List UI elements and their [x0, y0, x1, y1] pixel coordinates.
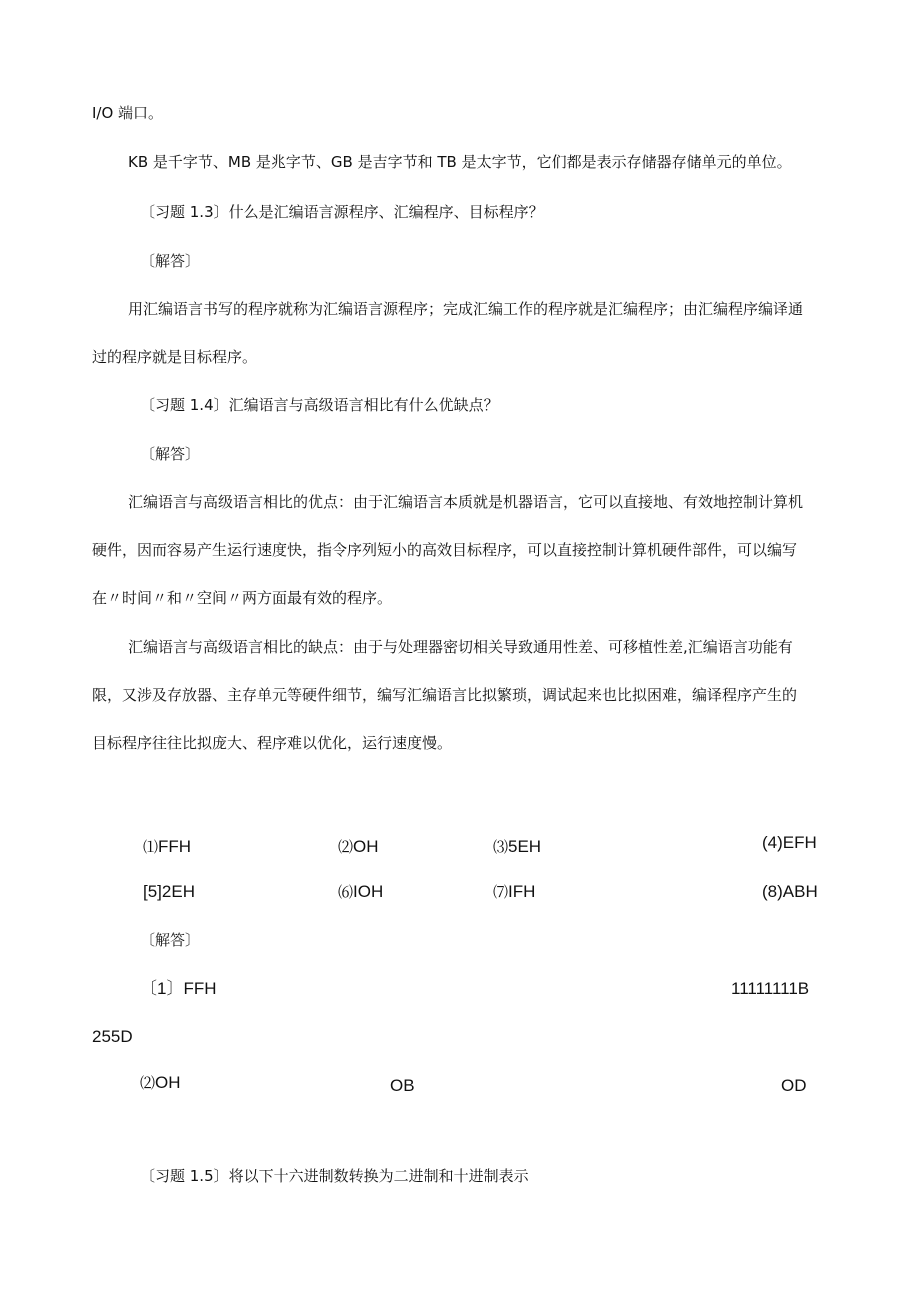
answer-1-label: 〔1〕FFH [140, 979, 217, 998]
hex-item-2-number: ⑵ [338, 838, 354, 856]
hex-item-3-value: 5EH [508, 837, 542, 856]
hex-item-1-number: ⑴ [143, 838, 159, 856]
answer-2-binary: OB [390, 1076, 415, 1095]
hex-item-6-number: ⑹ [338, 883, 354, 901]
answer-1-3-line-1: 用汇编语言书写的程序就称为汇编语言源程序；完成汇编工作的程序就是汇编程序；由汇编程序编译通 [128, 300, 804, 318]
hex-item-7-number: ⑺ [493, 883, 509, 901]
answer-label-1-4: 〔解答〕 [140, 445, 201, 463]
hex-item-3 [493, 838, 541, 855]
hex-item-6-value: IOH [353, 882, 384, 901]
question-1-5: 〔习题 1.5〕将以下十六进制数转换为二进制和十进制表示 [140, 1167, 529, 1185]
advantages-line-2: 硬件，因而容易产生运行速度快，指令序列短小的高效目标程序，可以直接控制计算机硬件部件，可以编写 [92, 541, 798, 559]
answer-1-3-line-2: 过的程序就是目标程序。 [92, 348, 258, 366]
hex-item-1 [143, 838, 191, 855]
paragraph-io-port: I/O 端口。 [92, 104, 164, 122]
hex-item-8: (8)ABH [762, 882, 818, 901]
answer-1-binary: 11111111B [731, 979, 810, 998]
disadvantages-line-3: 目标程序往往比拟庞大、程序难以优化，运行速度慢。 [92, 734, 453, 752]
hex-item-6 [338, 883, 383, 900]
question-1-4: 〔习题 1.4〕汇编语言与高级语言相比有什么优缺点？ [140, 396, 499, 414]
answer-2-decimal: OD [781, 1076, 807, 1095]
hex-item-7 [493, 883, 535, 900]
disadvantages-line-1: 汇编语言与高级语言相比的缺点：由于与处理器密切相关导致通用性差、可移植性差,汇编语言功能有 [128, 638, 793, 656]
answer-2-hex [140, 1074, 181, 1091]
answer-label-1-3: 〔解答〕 [140, 252, 201, 270]
advantages-line-3: 在〃时间〃和〃空间〃两方面最有效的程序。 [92, 589, 393, 607]
answer-2-number: ⑵ [140, 1074, 156, 1092]
answer-2-hex-value: OH [155, 1073, 181, 1092]
hex-item-4: (4)EFH [762, 833, 817, 852]
answer-label-1-5: 〔解答〕 [140, 931, 201, 949]
advantages-line-1: 汇编语言与高级语言相比的优点：由于汇编语言本质就是机器语言，它可以直接地、有效地控制计算机 [128, 493, 804, 511]
hex-item-2 [338, 838, 379, 855]
hex-item-3-number: ⑶ [493, 838, 509, 856]
paragraph-storage-units: KB 是千字节、MB 是兆字节、GB 是吉字节和 TB 是太字节，它们都是表示存储器存储单元的单位。 [128, 153, 792, 171]
disadvantages-line-2: 限，又涉及存放器、主存单元等硬件细节，编写汇编语言比拟繁琐，调试起来也比拟困难，编译程序产生的 [92, 686, 798, 704]
hex-item-2-value: OH [353, 837, 379, 856]
hex-item-7-value: IFH [508, 882, 536, 901]
question-1-3: 〔习题 1.3〕什么是汇编语言源程序、汇编程序、目标程序？ [140, 203, 544, 221]
hex-item-1-value: FFH [158, 837, 192, 856]
hex-item-5: [5]2EH [143, 882, 195, 901]
answer-1-decimal: 255D [92, 1027, 133, 1046]
